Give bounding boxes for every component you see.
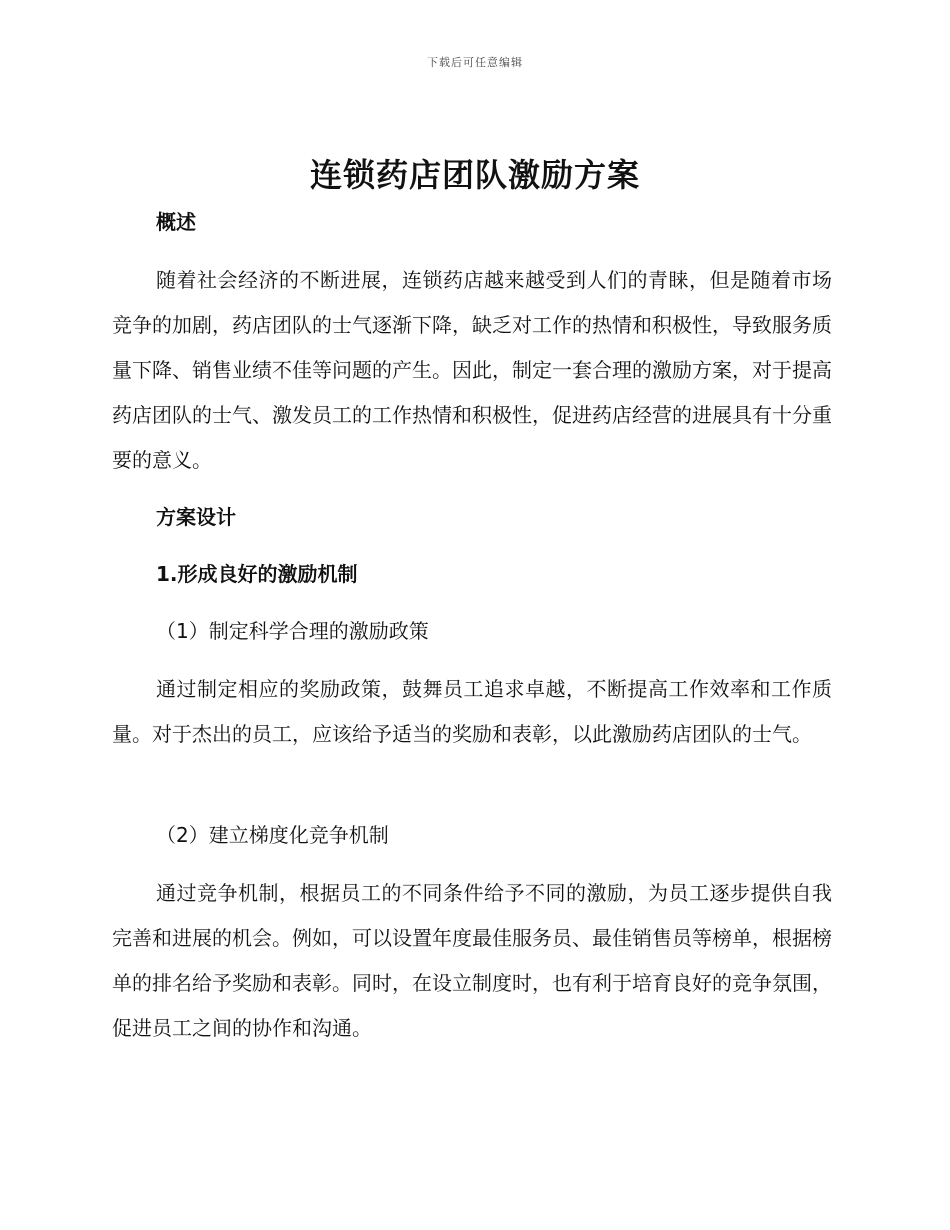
overview-heading: 概述 [156,210,196,234]
item2-heading: （2）建立梯度化竞争机制 [156,823,389,847]
item1-heading: （1）制定科学合理的激励政策 [156,619,429,643]
header-note: 下载后可任意编辑 [427,56,523,69]
item1-paragraph: 通过制定相应的奖励政策，鼓舞员工追求卓越，不断提高工作效率和工作质量。对于杰出的员工，应该给予适当的奖励和表彰，以此激励药店团队的士气。 [112,677,832,746]
item2-paragraph: 通过竞争机制，根据员工的不同条件给予不同的激励，为员工逐步提供自我完善和进展的机会。例如，可以设置年度最佳服务员、最佳销售员等榜单，根据榜单的排名给予奖励和表彰。同时，在设立制度时，也有利于培育良好的竞争氛围，促进员工之间的协作和沟通。 [112,881,832,1040]
design-heading: 方案设计 [156,505,236,529]
design-subheading-1: 1.形成良好的激励机制 [156,562,358,586]
overview-paragraph: 随着社会经济的不断进展，连锁药店越来越受到人们的青睐，但是随着市场竞争的加剧，药店团队的士气逐渐下降，缺乏对工作的热情和积极性，导致服务质量下降、销售业绩不佳等问题的产生。因此，制定一套合理的激励方案，对于提高药店团队的士气、激发员工的工作热情和积极性，促进药店经营的进展具有十分重要的意义。 [112,268,832,472]
document-title: 连锁药店团队激励方案 [309,156,640,194]
